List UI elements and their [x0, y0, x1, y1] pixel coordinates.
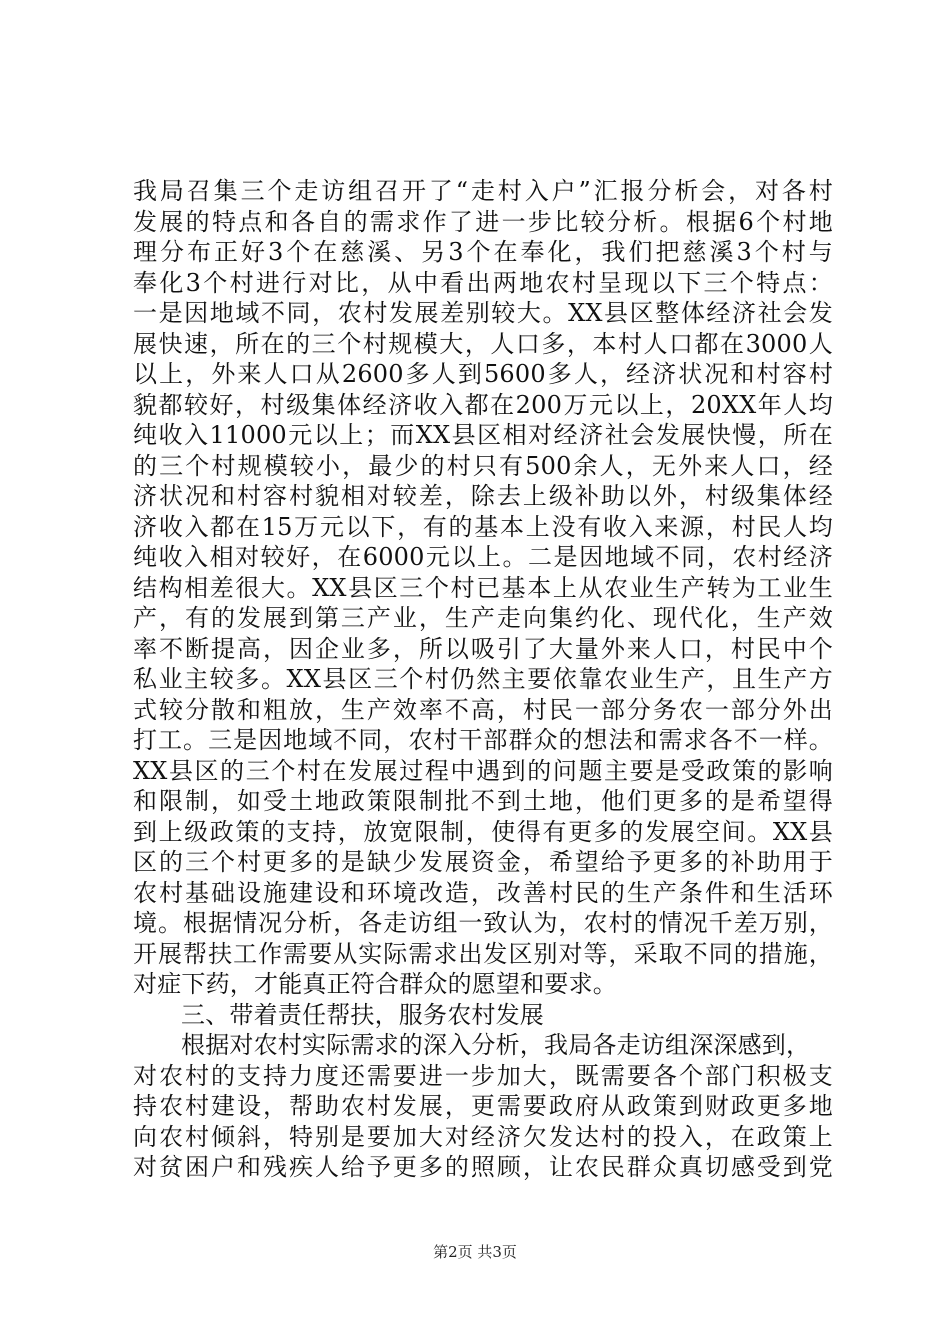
text-line: 我局召集三个走访组召开了“走村入户”汇报分析会，对各村: [133, 177, 833, 205]
text-line: 到上级政策的支持，放宽限制，使得有更多的发展空间。XX县: [133, 817, 833, 846]
text-line: 式较分散和粗放，生产效率不高，村民一部分务农一部分外出: [133, 695, 833, 724]
text-line: 结构相差很大。XX县区三个村已基本上从农业生产转为工业生: [133, 573, 833, 602]
text-line: 区的三个村更多的是缺少发展资金，希望给予更多的补助用于: [133, 848, 833, 876]
page-number: 第2页 共3页: [433, 1243, 517, 1261]
text-line: 和限制，如受土地政策限制批不到土地，他们更多的是希望得: [133, 787, 833, 815]
text-line: 开展帮扶工作需要从实际需求出发区别对等，采取不同的措施，: [133, 939, 833, 968]
text-line: 持农村建设，帮助农村发展，更需要政府从政策到财政更多地: [133, 1092, 833, 1120]
body-text: [133, 176, 833, 1183]
text-line: 济状况和村容村貌相对较差，除去上级补助以外，村级集体经: [133, 482, 833, 510]
text-line: 的三个村规模较小，最少的村只有500余人，无外来人口，经: [133, 451, 833, 480]
text-line: 理分布正好3个在慈溪、另3个在奉化，我们把慈溪3个村与: [133, 238, 833, 266]
text-line: 向农村倾斜，特别是要加大对经济欠发达村的投入，在政策上: [133, 1122, 833, 1151]
text-line: 对贫困户和残疾人给予更多的照顾，让农民群众真切感受到党: [133, 1153, 833, 1181]
text-line: 一是因地域不同，农村发展差别较大。XX县区整体经济社会发: [133, 299, 833, 327]
text-line: 对农村的支持力度还需要进一步加大，既需要各个部门积极支: [133, 1061, 833, 1090]
text-line: 以上，外来人口从2600多人到5600多人，经济状况和村容村: [133, 360, 833, 388]
text-line: 打工。三是因地域不同，农村干部群众的想法和需求各不一样。: [133, 726, 833, 754]
text-line: 展快速，所在的三个村规模大，人口多，本村人口都在3000人: [133, 329, 833, 358]
text-line: 私业主较多。XX县区三个村仍然主要依靠农业生产，且生产方: [133, 665, 833, 693]
text-line: 产，有的发展到第三产业，生产走向集约化、现代化，生产效: [133, 604, 833, 632]
text-line: 农村基础设施建设和环境改造，改善村民的生产条件和生活环: [133, 878, 833, 907]
text-line: 对症下药，才能真正符合群众的愿望和要求。: [133, 970, 617, 998]
section-heading: 三、带着责任帮扶，服务农村发展: [181, 1000, 544, 1029]
text-line: 境。根据情况分析，各走访组一致认为，农村的情况千差万别，: [133, 909, 833, 937]
text-line: 根据对农村实际需求的深入分析，我局各走访组深深感到，: [181, 1031, 811, 1059]
text-line: 纯收入11000元以上；而XX县区相对经济社会发展快慢，所在: [133, 421, 833, 449]
text-line: 纯收入相对较好，在6000元以上。二是因地域不同，农村经济: [133, 543, 833, 571]
text-line: 率不断提高，因企业多，所以吸引了大量外来人口，村民中个: [133, 634, 833, 663]
page-footer: [0, 1242, 950, 1262]
text-line: 发展的特点和各自的需求作了进一步比较分析。根据6个村地: [133, 207, 833, 236]
text-line: XX县区的三个村在发展过程中遇到的问题主要是受政策的影响: [133, 756, 833, 785]
text-line: 貌都较好，村级集体经济收入都在200万元以上，20XX年人均: [133, 390, 833, 419]
text-line: 奉化3个村进行对比，从中看出两地农村呈现以下三个特点：: [133, 268, 833, 297]
text-line: 济收入都在15万元以下，有的基本上没有收入来源，村民人均: [133, 512, 833, 541]
